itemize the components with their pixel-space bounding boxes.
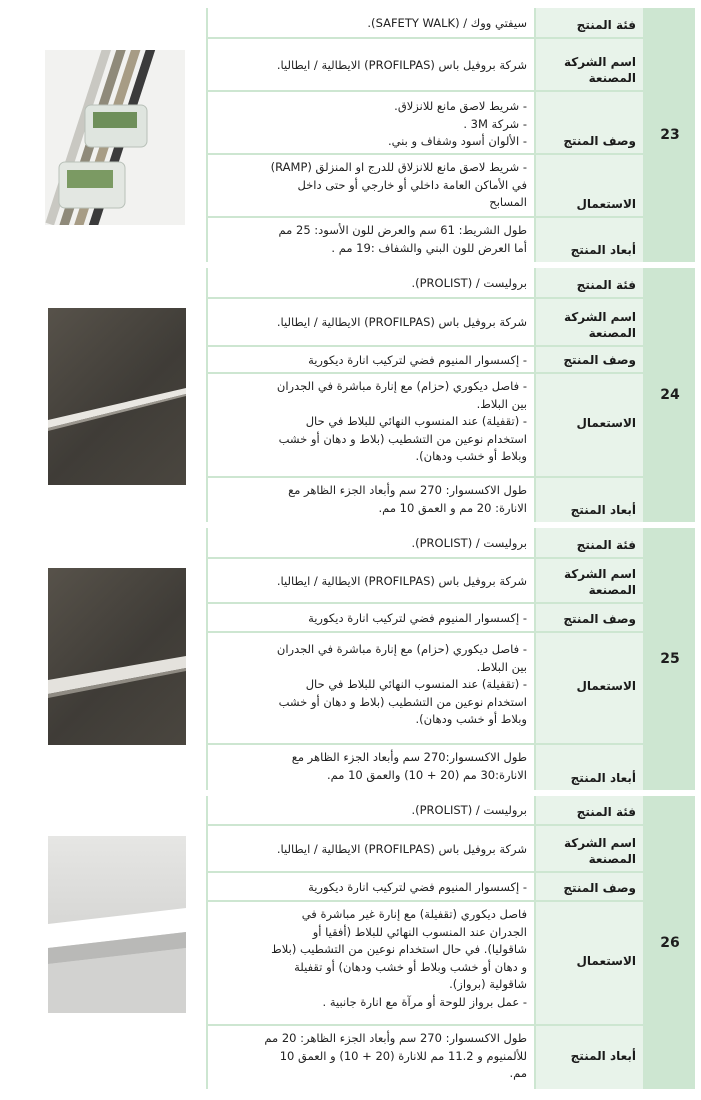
product-block-24 [13,268,695,522]
row-description [208,604,643,631]
row-dimensions [208,1026,643,1089]
row-category [208,796,643,824]
usage-label: الاستعمال [536,155,643,216]
row-dimensions [208,218,643,262]
product-rows [208,528,643,790]
row-manufacturer [208,559,643,602]
category-label: فئة المنتج [536,528,643,557]
row-description [208,347,643,372]
product-block-25 [13,528,695,790]
product-image-cell [13,796,206,1089]
dimensions-value: طول الاكسسوار: 270 سم وأبعاد الجزء الظاهر: 20 مم للألمنيوم و 11.2 مم للانارة (20 + 10) و العمق 10 مم. [208,1026,534,1089]
product-image-cell [13,268,206,522]
product-image-cell [13,528,206,790]
category-value: بروليست / (PROLIST). [208,796,534,824]
category-label: فئة المنتج [536,796,643,824]
row-usage [208,374,643,476]
product-rows [208,268,643,522]
manufacturer-value: شركة بروفيل باس (PROFILPAS) الايطالية / ايطاليا. [208,826,534,871]
usage-label: الاستعمال [536,633,643,743]
row-manufacturer [208,39,643,90]
description-value: - إكسسوار المنيوم فضي لتركيب انارة ديكورية [208,873,534,900]
aluminium-profile-on-stone-icon [48,308,186,485]
description-value: - إكسسوار المنيوم فضي لتركيب انارة ديكورية [208,604,534,631]
category-label: فئة المنتج [536,268,643,297]
manufacturer-value: شركة بروفيل باس (PROFILPAS) الايطالية / ايطاليا. [208,559,534,602]
row-description [208,92,643,153]
product-image-cell [13,8,206,262]
row-manufacturer [208,299,643,345]
category-value: سيفتي ووك / (SAFETY WALK). [208,8,534,37]
row-description [208,873,643,900]
product-rows [208,796,643,1089]
dimensions-value: طول الشريط: 61 سم والعرض للون الأسود: 25 مم أما العرض للون البني والشفاف :19 مم . [208,218,534,262]
dimensions-label: أبعاد المنتج [536,478,643,522]
row-usage [208,155,643,216]
manufacturer-label: اسم الشركة المصنعة [536,826,643,871]
row-category [208,8,643,37]
usage-value: - شريط لاصق مانع للانزلاق للدرج او المنزلق (RAMP) في الأماكن العامة داخلي أو خارجي أو حتى داخل المسابح [208,155,534,216]
usage-value: - فاصل ديكوري (حزام) مع إنارة مباشرة في الجدران بين البلاط. - (تقفيلة) عند المنسوب النهائي للبلاط في حال استخدام نوعين من التشطيب (بلاط و دهان أو خشب وبلاط أو خشب ودهان). [208,374,534,476]
category-value: بروليست / (PROLIST). [208,268,534,297]
usage-value: فاصل ديكوري (تقفيلة) مع إنارة غير مباشرة في الجدران عند المنسوب النهائي للبلاط (أفقيا أو شاقوليا). في حال استخدام نوعين من التشطيب (بلاط و دهان أو خشب وبلاط أو خشب ودهان) أو تقفيلة شاقولية (برواز). - عمل برواز للوحة أو مرآة مع انارة جانبية . [208,902,534,1024]
dimensions-value: طول الاكسسوار:270 سم وأبعاد الجزء الظاهر مع الانارة:30 مم (20 + 10) والعمق 10 مم. [208,745,534,790]
description-value: - شريط لاصق مانع للانزلاق. - شركة 3M . - الألوان أسود وشفاف و بني. [208,92,534,153]
category-label: فئة المنتج [536,8,643,37]
description-label: وصف المنتج [536,92,643,153]
dimensions-label: أبعاد المنتج [536,745,643,790]
usage-value: - فاصل ديكوري (حزام) مع إنارة مباشرة في الجدران بين البلاط. - (تقفيلة) عند المنسوب النهائي للبلاط في حال استخدام نوعين من التشطيب (بلاط و دهان أو خشب وبلاط أو خشب ودهان). [208,633,534,743]
usage-label: الاستعمال [536,374,643,476]
manufacturer-label: اسم الشركة المصنعة [536,559,643,602]
description-value: - إكسسوار المنيوم فضي لتركيب انارة ديكورية [208,347,534,372]
row-usage [208,902,643,1024]
aluminium-profile-on-white-wall-icon [48,836,186,1013]
dimensions-value: طول الاكسسوار: 270 سم وأبعاد الجزء الظاهر مع الانارة: 20 مم و العمق 10 مم. [208,478,534,522]
product-number: 23 [660,127,680,143]
product-number: 25 [660,651,680,667]
row-manufacturer [208,826,643,871]
non-slip-tape-rolls-icon [45,50,185,225]
product-number: 24 [660,387,680,403]
category-value: بروليست / (PROLIST). [208,528,534,557]
row-usage [208,633,643,743]
row-dimensions [208,745,643,790]
product-number: 26 [660,934,680,951]
usage-label: الاستعمال [536,902,643,1024]
aluminium-profile-on-stone-icon [48,568,186,745]
product-block-26 [13,796,695,1089]
row-dimensions [208,478,643,522]
dimensions-label: أبعاد المنتج [536,1026,643,1089]
manufacturer-label: اسم الشركة المصنعة [536,39,643,90]
description-label: وصف المنتج [536,873,643,900]
manufacturer-label: اسم الشركة المصنعة [536,299,643,345]
manufacturer-value: شركة بروفيل باس (PROFILPAS) الايطالية / ايطاليا. [208,299,534,345]
row-category [208,268,643,297]
product-rows [208,8,643,262]
manufacturer-value: شركة بروفيل باس (PROFILPAS) الايطالية / ايطاليا. [208,39,534,90]
product-block-23 [13,8,695,262]
dimensions-label: أبعاد المنتج [536,218,643,262]
description-label: وصف المنتج [536,347,643,372]
row-category [208,528,643,557]
description-label: وصف المنتج [536,604,643,631]
